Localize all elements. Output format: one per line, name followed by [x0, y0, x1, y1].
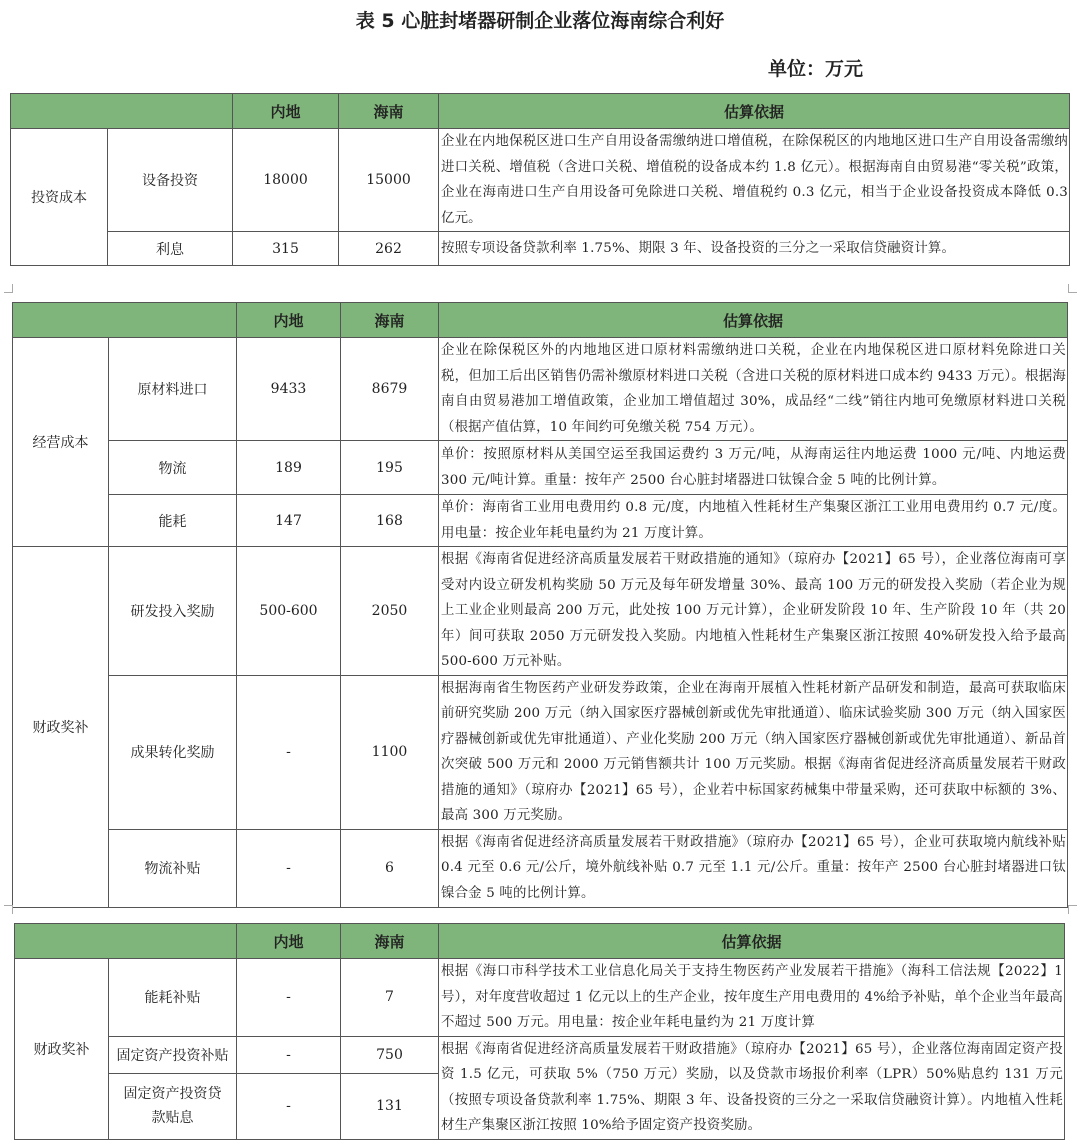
header-hainan: 海南: [339, 94, 439, 129]
page-corner-mark: [1068, 284, 1077, 293]
header-blank: [11, 94, 233, 129]
mainland-cell: -: [237, 1036, 341, 1074]
basis-cell: 根据《海南省促进经济高质量发展若干财政措施》（琼府办【2021】65 号），企业落位海南固定资产投资 1.5 亿元，可获取 5%（750 万元）奖励，以及贷款市场报价利率（LPR）50%贴息约 131 万元（按照专项设备贷款利率 1.75%、期限 3 年、设备投资的三分之一采取信贷融资计算）。内地植入性耗材生产集聚区浙江按照 10%给予固定资产投资奖励。: [439, 1036, 1065, 1139]
item-cell: 物流: [109, 441, 237, 495]
header-basis: 估算依据: [439, 303, 1068, 338]
page-corner-mark: [4, 284, 13, 293]
header-basis: 估算依据: [439, 94, 1070, 129]
hainan-cell: 1100: [341, 675, 439, 829]
operating-cost-subsidy-table: [12, 302, 1068, 908]
table-row: [15, 959, 1065, 1037]
item-cell: 利息: [108, 232, 233, 266]
category-cell: 投资成本: [11, 129, 108, 266]
mainland-cell: 9433: [237, 338, 341, 441]
item-cell: 能耗: [109, 495, 237, 547]
table-row: [13, 547, 1068, 676]
page-corner-mark: [1068, 905, 1077, 914]
basis-cell: 按照专项设备贷款利率 1.75%、期限 3 年、设备投资的三分之一采取信贷融资计算。: [439, 232, 1070, 266]
header-hainan: 海南: [341, 303, 439, 338]
hainan-cell: 7: [341, 959, 439, 1037]
table-row: [13, 495, 1068, 547]
basis-cell: 单价：按照原材料从美国空运至我国运费约 3 万元/吨，从海南运往内地运费 1000 元/吨、内地运费 300 元/吨计算。重量：按年产 2500 台心脏封堵器进口钛镍合金 5 吨的比例计算。: [439, 441, 1068, 495]
mainland-cell: -: [237, 829, 341, 907]
item-cell: 固定资产投资补贴: [109, 1036, 237, 1074]
mainland-cell: 147: [237, 495, 341, 547]
header-mainland: 内地: [237, 924, 341, 959]
table-row: [13, 338, 1068, 441]
table-header-row: [13, 303, 1068, 338]
page-corner-mark: [4, 905, 13, 914]
item-cell: 固定资产投资贷款贴息: [109, 1074, 237, 1139]
header-blank: [15, 924, 237, 959]
basis-cell: 单价：海南省工业用电费用约 0.8 元/度，内地植入性耗材生产集聚区浙江工业用电费用约 0.7 元/度。用电量：按企业年耗电量约为 21 万度计算。: [439, 495, 1068, 547]
item-cell: 成果转化奖励: [109, 675, 237, 829]
mainland-cell: -: [237, 675, 341, 829]
category-cell: 经营成本: [13, 338, 109, 547]
basis-cell: 根据《海南省促进经济高质量发展若干财政措施的通知》（琼府办【2021】65 号），企业落位海南可享受对内设立研发机构奖励 50 万元及每年研发增量 30%、最高 100 万元的研发投入奖励（若企业为规上工业企业则最高 200 万元，此处按 100 万元计算），企业研发阶段 10 年、生产阶段 10 年（共 20 年）间可获取 2050 万元研发投入奖励。内地植入性耗材生产集聚区浙江按照 40%研发投入给予最高 500-600 万元补贴。: [439, 547, 1068, 676]
mainland-cell: 189: [237, 441, 341, 495]
header-basis: 估算依据: [439, 924, 1065, 959]
table-row: [11, 232, 1070, 266]
item-cell: 能耗补贴: [109, 959, 237, 1037]
hainan-cell: 750: [341, 1036, 439, 1074]
header-blank: [13, 303, 237, 338]
hainan-cell: 262: [339, 232, 439, 266]
hainan-cell: 2050: [341, 547, 439, 676]
hainan-cell: 131: [341, 1074, 439, 1139]
hainan-cell: 195: [341, 441, 439, 495]
unit-label: 单位：万元: [768, 58, 864, 80]
table-row: [11, 129, 1070, 232]
mainland-cell: 18000: [233, 129, 339, 232]
item-cell: 原材料进口: [109, 338, 237, 441]
table-header-row: [15, 924, 1065, 959]
item-cell: 设备投资: [108, 129, 233, 232]
hainan-cell: 168: [341, 495, 439, 547]
header-hainan: 海南: [341, 924, 439, 959]
table-title: 表 5 心脏封堵器研制企业落位海南综合利好: [355, 10, 725, 32]
header-mainland: 内地: [237, 303, 341, 338]
category-cell: 财政奖补: [13, 547, 109, 908]
mainland-cell: -: [237, 959, 341, 1037]
table-row: [13, 675, 1068, 829]
item-cell: 物流补贴: [109, 829, 237, 907]
table-header-row: [11, 94, 1070, 129]
investment-cost-table: [10, 93, 1070, 266]
basis-cell: 企业在内地保税区进口生产自用设备需缴纳进口增值税，在除保税区的内地地区进口生产自用设备需缴纳进口关税、增值税（含进口关税、增值税的设备成本约 1.8 亿元）。根据海南自由贸易港“零关税”政策，企业在海南进口生产自用设备可免除进口关税、增值税约 0.3 亿元，相当于企业设备投资成本降低 0.3 亿元。: [439, 129, 1070, 232]
basis-cell: 根据海南省生物医药产业研发券政策，企业在海南开展植入性耗材新产品研发和制造，最高可获取临床前研究奖励 200 万元（纳入国家医疗器械创新或优先审批通道）、临床试验奖励 300 万元（纳入国家医疗器械创新或优先审批通道）、产业化奖励 200 万元（纳入国家医疗器械创新或优先审批通道）、新品首次突破 500 万元和 2000 万元销售额共计 100 万元奖励。根据《海南省促进经济高质量发展若干财政措施的通知》（琼府办【2021】65 号），企业若中标国家药械集中带量采购，还可获取中标额的 3%、最高 300 万元奖励。: [439, 675, 1068, 829]
mainland-cell: -: [237, 1074, 341, 1139]
fiscal-subsidy-table: [14, 923, 1065, 1140]
basis-cell: 根据《海南省促进经济高质量发展若干财政措施》（琼府办【2021】65 号），企业可获取境内航线补贴 0.4 元至 0.6 元/公斤，境外航线补贴 0.7 元至 1.1 元/公斤。重量：按年产 2500 台心脏封堵器进口钛镍合金 5 吨的比例计算。: [439, 829, 1068, 907]
mainland-cell: 500-600: [237, 547, 341, 676]
hainan-cell: 15000: [339, 129, 439, 232]
basis-cell: 企业在除保税区外的内地地区进口原材料需缴纳进口关税，企业在内地保税区进口原材料免除进口关税，但加工后出区销售仍需补缴原材料进口关税（含进口关税的原材料进口成本约 9433 万元）。根据海南自由贸易港加工增值政策，企业加工增值超过 30%，成品经“二线”销往内地可免缴原材料进口关税（根据产值估算，10 年间约可免缴关税 754 万元）。: [439, 338, 1068, 441]
hainan-cell: 8679: [341, 338, 439, 441]
table-row: [15, 1036, 1065, 1074]
hainan-cell: 6: [341, 829, 439, 907]
table-row: [13, 829, 1068, 907]
table-row: [13, 441, 1068, 495]
mainland-cell: 315: [233, 232, 339, 266]
header-mainland: 内地: [233, 94, 339, 129]
item-cell: 研发投入奖励: [109, 547, 237, 676]
basis-cell: 根据《海口市科学技术工业信息化局关于支持生物医药产业发展若干措施》（海科工信法规【2022】1 号），对年度营收超过 1 亿元以上的生产企业，按年度生产用电费用的 4%给予补贴，单个企业当年最高不超过 500 万元。用电量：按企业年耗电量约为 21 万度计算: [439, 959, 1065, 1037]
category-cell: 财政奖补: [15, 959, 109, 1140]
